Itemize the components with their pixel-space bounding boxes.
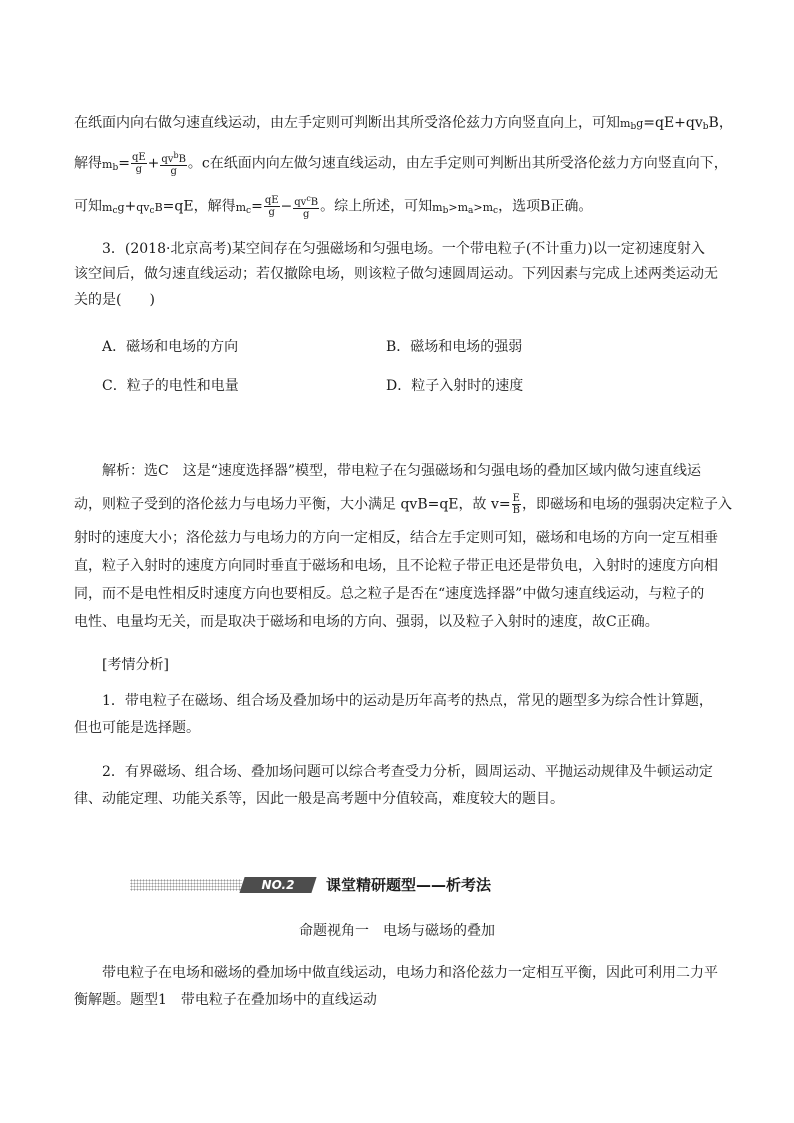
fraction-qE-g <box>131 152 147 175</box>
eq: = <box>251 198 263 215</box>
text: 在纸面内向右做匀速直线运动，由左手定则可判断出其所受洛伦兹力方向竖直向上，可知 <box>74 115 620 131</box>
math <box>136 201 162 214</box>
minus: − <box>280 198 293 215</box>
p1-line2 <box>74 150 728 178</box>
kaoqing-item2-line1: 2．有界磁场、组合场、叠加场问题可以综合考查受力分析，圆周运动、平抛运动规律及牛顿运动定 <box>102 764 713 780</box>
m: m <box>457 200 469 214</box>
analysis-line2 <box>74 493 732 516</box>
text: ，选项B正确。 <box>498 198 593 215</box>
m: m <box>482 200 494 214</box>
den: g <box>135 164 142 175</box>
plus: + <box>124 198 137 215</box>
B: B <box>310 197 319 208</box>
section-para-line2: 衡解题。题型1 带电粒子在叠加场中的直线运动 <box>74 992 377 1008</box>
text: 解得 <box>74 155 102 172</box>
sub: b <box>702 122 709 132</box>
eq: = <box>118 155 130 172</box>
num: E <box>512 493 520 504</box>
sub: c <box>149 205 155 216</box>
math <box>432 201 498 214</box>
section-banner <box>130 874 530 896</box>
g: g <box>117 200 125 214</box>
text: 可知 <box>74 198 102 215</box>
tag-text: NO.2 <box>261 878 295 892</box>
analysis-line3: 射时的速度大小；洛伦兹力与电场力的方向一定相反，结合左手定则可知，磁场和电场的方向一定互相垂 <box>74 530 718 546</box>
kaoqing-item2-line2: 律、动能定理、功能关系等，因此一般是高考题中分值较高，难度较大的题目。 <box>74 791 564 807</box>
den: B <box>512 505 520 516</box>
section-tag <box>239 877 316 893</box>
p1-line1 <box>74 113 733 137</box>
B: B <box>154 200 163 214</box>
sub: c <box>493 205 499 216</box>
q3-line2: 该空间后，做匀速直线运动；若仅撤除电场，则该粒子做匀速圆周运动。下列因素与完成上述两类运动无 <box>74 266 718 282</box>
q3-line1: 3．(2018·北京高考)某空间存在匀强磁场和匀强电场。一个带电粒子(不计重力)以一定初速度射入 <box>102 241 705 257</box>
option-b: B．磁场和电场的强弱 <box>386 339 523 355</box>
B: B <box>178 154 186 165</box>
gt: > <box>473 200 483 214</box>
m: m <box>620 117 631 130</box>
plus: + <box>147 155 160 172</box>
num: qE <box>264 195 279 206</box>
sub: b <box>442 205 449 216</box>
math <box>236 201 251 214</box>
num: qv <box>161 154 174 165</box>
text: 。综上所述，可知 <box>320 198 433 215</box>
sub: b <box>112 162 119 173</box>
sup: c <box>306 194 311 203</box>
text: 动，则粒子受到的洛伦兹力与电场力平衡，大小满足 qvB=qE，故 v= <box>74 496 511 513</box>
fraction-qvcB-g <box>293 193 319 220</box>
kaoqing-heading: [考情分析] <box>102 657 169 673</box>
sub: c <box>246 205 252 216</box>
banner-dot-pattern <box>130 879 242 891</box>
den: g <box>268 207 275 218</box>
sub: c <box>112 205 118 216</box>
math <box>102 158 118 171</box>
g: g <box>636 117 644 130</box>
m: m <box>432 200 443 214</box>
eq: =qE+qv <box>643 115 703 131</box>
gt: > <box>448 200 458 214</box>
section-para-line1: 带电粒子在电场和磁场的叠加场中做直线运动，电场力和洛伦兹力一定相互平衡，因此可利用二力平 <box>102 965 718 981</box>
text: 。c在纸面内向左做匀速直线运动，由左手定则可判断出其所受洛伦兹力方向竖直向下， <box>187 155 728 172</box>
section-subtitle: 命题视角一 电场与磁场的叠加 <box>299 923 495 939</box>
analysis-line6: 电性、电量均无关，而是取决于磁场和电场的方向、强弱，以及粒子入射时的速度，故C正确。 <box>74 614 659 630</box>
text: B， <box>708 115 733 131</box>
option-d: D．粒子入射时的速度 <box>386 378 524 394</box>
section-title: 课堂精研题型——析考法 <box>326 876 492 894</box>
text: =qE，解得 <box>162 198 236 215</box>
num: qv <box>294 197 307 208</box>
p1-line3 <box>74 193 592 221</box>
sub: a <box>468 205 474 216</box>
kaoqing-item1-line1: 1．带电粒子在磁场、组合场及叠加场中的运动是历年高考的热点，常见的题型多为综合性计算题， <box>102 693 713 709</box>
m: m <box>235 200 247 214</box>
qv: qv <box>136 200 150 214</box>
math <box>102 201 125 214</box>
option-a: A．磁场和电场的方向 <box>102 339 239 355</box>
analysis-line5: 同，而不是电性相反时速度方向也要相反。总之粒子是否在“速度选择器”中做匀速直线运动，与粒子的 <box>74 586 705 602</box>
kaoqing-item1-line2: 但也可能是选择题。 <box>74 720 200 736</box>
sub: b <box>630 122 637 132</box>
m: m <box>102 200 113 214</box>
text: ，即磁场和电场的强弱决定粒子入 <box>521 496 732 513</box>
fraction-qvB-g <box>160 150 187 177</box>
analysis-line4: 直，粒子入射时的速度方向同时垂直于磁场和电场，且不论粒子带正电还是带负电，入射时的速度方向相 <box>74 558 718 574</box>
sup: b <box>173 151 179 160</box>
analysis-line1: 解析：选C 这是“速度选择器”模型，带电粒子在匀强磁场和匀强电场的叠加区域内做匀速直线运 <box>102 463 702 479</box>
q3-line3: 关的是( ) <box>74 292 155 308</box>
den: g <box>170 166 177 177</box>
num: qE <box>131 152 146 163</box>
math <box>620 117 643 130</box>
m: m <box>102 157 113 171</box>
fraction-qE-g <box>264 195 280 218</box>
option-c: C．粒子的电性和电量 <box>102 378 239 394</box>
fraction-E-B <box>512 493 521 516</box>
den: g <box>303 209 310 220</box>
